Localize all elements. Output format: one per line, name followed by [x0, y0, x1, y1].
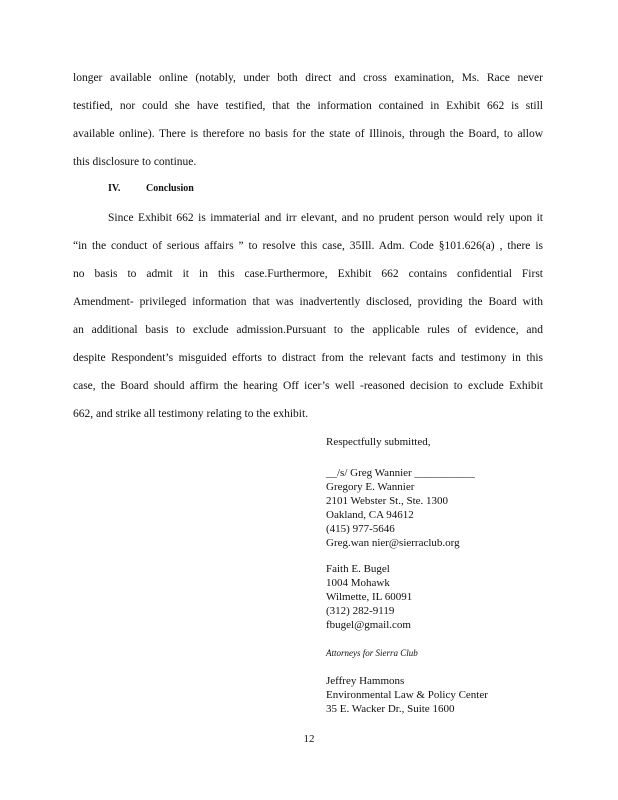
attorney-address: 1004 Mohawk [326, 577, 390, 589]
body-line: longer available online (notably, under both direct and cross examination, Ms. Race never [73, 72, 543, 84]
body-line: 662, and strike all testimony relating to the exhibit. [73, 408, 309, 420]
body-line: despite Respondent’s misguided efforts to distract from the relevant facts and testimony in this [73, 352, 543, 364]
attorney-address: 35 E. Wacker Dr., Suite 1600 [326, 703, 455, 715]
body-line: Amendment- privileged information that was inadvertently disclosed, providing the Board with [73, 296, 543, 308]
attorney-address: 2101 Webster St., Ste. 1300 [326, 495, 449, 507]
body-line: Since Exhibit 662 is immaterial and irr elevant, and no prudent person would rely upon it [108, 212, 543, 224]
section-number: IV. [108, 183, 121, 194]
body-line: available online). There is therefore no basis for the state of Illinois, through the Board, to allow [73, 128, 543, 140]
closing-text: Respectfully submitted, [326, 436, 431, 448]
attorney-block-1 [326, 480, 460, 550]
attorney-city: Wilmette, IL 60091 [326, 591, 413, 603]
attorney-name: Faith E. Bugel [326, 563, 390, 575]
body-line: no basis to admit it in this case.Furthermore, Exhibit 662 contains confidential First [73, 268, 543, 280]
section-title: Conclusion [146, 183, 194, 194]
body-line: testified, nor could she have testified, that the information contained in Exhibit 662 is still [73, 100, 543, 112]
attorney-email: fbugel@gmail.com [326, 619, 411, 631]
body-line: an additional basis to exclude admission.Pursuant to the applicable rules of evidence, and [73, 324, 543, 336]
page-number: 12 [303, 733, 315, 745]
attorney-role: Attorneys for Sierra Club [326, 648, 418, 658]
body-line: case, the Board should affirm the hearing Off icer’s well -reasoned decision to exclude Exhibit [73, 380, 543, 392]
attorney-block-3 [326, 674, 488, 716]
attorney-name: Jeffrey Hammons [326, 675, 405, 687]
attorney-block-2 [326, 562, 412, 632]
attorney-organization: Environmental Law & Policy Center [326, 689, 488, 701]
attorney-role-block [326, 646, 418, 660]
attorney-phone: (312) 282-9119 [326, 605, 395, 617]
signature-line: __/s/ Greg Wannier ___________ [326, 467, 475, 479]
body-line: “in the conduct of serious affairs ” to resolve this case, 35Ill. Adm. Code §101.626(a) , there is [73, 240, 543, 252]
attorney-phone: (415) 977-5646 [326, 523, 395, 535]
body-line: this disclosure to continue. [73, 156, 197, 168]
attorney-name: Gregory E. Wannier [326, 481, 415, 493]
section-heading [108, 183, 194, 194]
attorney-email: Greg.wan nier@sierraclub.org [326, 537, 460, 549]
attorney-city: Oakland, CA 94612 [326, 509, 414, 521]
